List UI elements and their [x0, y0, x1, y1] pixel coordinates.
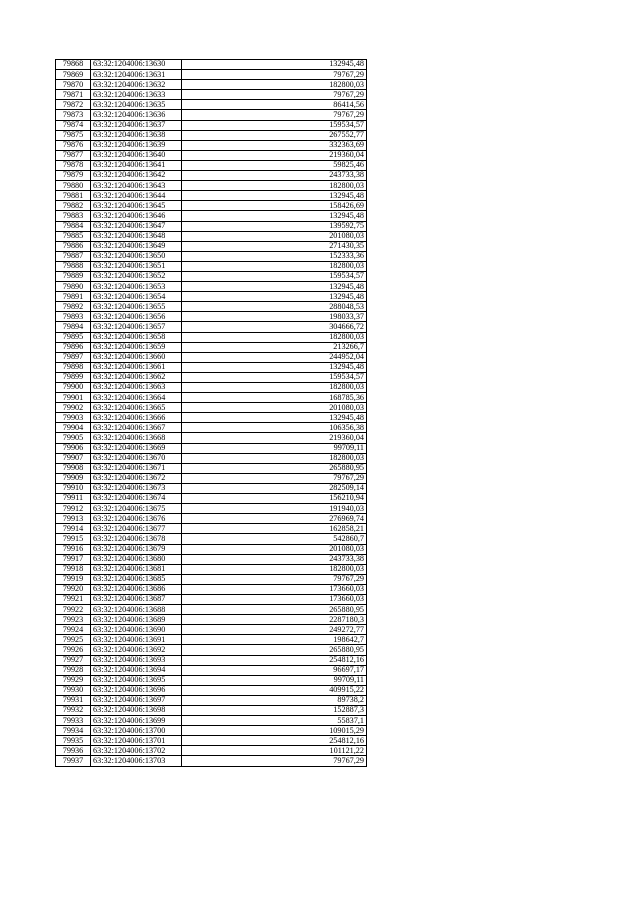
- row-number-cell: 79878: [56, 160, 91, 170]
- cadastral-value-cell: 109015,29: [182, 726, 367, 736]
- cadastral-number-cell: 63:32:1204006:13695: [91, 675, 182, 685]
- cadastral-number-cell: 63:32:1204006:13656: [91, 312, 182, 322]
- cadastral-value-cell: 276969,74: [182, 514, 367, 524]
- cadastral-number-cell: 63:32:1204006:13652: [91, 271, 182, 281]
- row-number-cell: 79906: [56, 443, 91, 453]
- table-row: [56, 554, 367, 564]
- cadastral-number-cell: 63:32:1204006:13646: [91, 211, 182, 221]
- cadastral-number-cell: 63:32:1204006:13633: [91, 90, 182, 100]
- table-row: [56, 120, 367, 130]
- cadastral-value-cell: 198642,7: [182, 635, 367, 645]
- table-row: [56, 110, 367, 120]
- cadastral-value-cell: 79767,29: [182, 70, 367, 80]
- row-number-cell: 79914: [56, 524, 91, 534]
- table-row: [56, 221, 367, 231]
- cadastral-value-cell: 132945,48: [182, 362, 367, 372]
- cadastral-value-cell: 79767,29: [182, 473, 367, 483]
- cadastral-number-cell: 63:32:1204006:13672: [91, 473, 182, 483]
- cadastral-number-cell: 63:32:1204006:13663: [91, 383, 182, 393]
- table-row: [56, 615, 367, 625]
- row-number-cell: 79886: [56, 241, 91, 251]
- table-row: [56, 241, 367, 251]
- row-number-cell: 79905: [56, 433, 91, 443]
- row-number-cell: 79903: [56, 413, 91, 423]
- row-number-cell: 79894: [56, 322, 91, 332]
- row-number-cell: 79888: [56, 261, 91, 271]
- table-row: [56, 463, 367, 473]
- cadastral-value-cell: 542860,7: [182, 534, 367, 544]
- row-number-cell: 79933: [56, 716, 91, 726]
- table-row: [56, 393, 367, 403]
- cadastral-value-cell: 162858,21: [182, 524, 367, 534]
- cadastral-value-cell: 152887,3: [182, 706, 367, 716]
- table-row: [56, 342, 367, 352]
- row-number-cell: 79889: [56, 271, 91, 281]
- table-row: [56, 625, 367, 635]
- cadastral-value-cell: 409915,22: [182, 685, 367, 695]
- cadastral-value-cell: 304666,72: [182, 322, 367, 332]
- row-number-cell: 79882: [56, 201, 91, 211]
- table-row: [56, 292, 367, 302]
- cadastral-value-cell: 2287180,3: [182, 615, 367, 625]
- cadastral-value-cell: 55837,1: [182, 716, 367, 726]
- cadastral-value-cell: 182800,03: [182, 80, 367, 90]
- cadastral-number-cell: 63:32:1204006:13662: [91, 372, 182, 382]
- row-number-cell: 79923: [56, 615, 91, 625]
- cadastral-number-cell: 63:32:1204006:13666: [91, 413, 182, 423]
- row-number-cell: 79916: [56, 544, 91, 554]
- table-row: [56, 695, 367, 705]
- cadastral-value-cell: 249272,77: [182, 625, 367, 635]
- cadastral-value-cell: 182800,03: [182, 181, 367, 191]
- cadastral-value-cell: 132945,48: [182, 282, 367, 292]
- table-row: [56, 282, 367, 292]
- cadastral-number-cell: 63:32:1204006:13699: [91, 716, 182, 726]
- row-number-cell: 79875: [56, 130, 91, 140]
- row-number-cell: 79901: [56, 393, 91, 403]
- cadastral-number-cell: 63:32:1204006:13694: [91, 665, 182, 675]
- row-number-cell: 79932: [56, 706, 91, 716]
- table-row: [56, 635, 367, 645]
- table-row: [56, 665, 367, 675]
- cadastral-number-cell: 63:32:1204006:13632: [91, 80, 182, 90]
- cadastral-number-cell: 63:32:1204006:13670: [91, 453, 182, 463]
- cadastral-number-cell: 63:32:1204006:13659: [91, 342, 182, 352]
- cadastral-number-cell: 63:32:1204006:13678: [91, 534, 182, 544]
- cadastral-value-cell: 201080,03: [182, 544, 367, 554]
- row-number-cell: 79907: [56, 453, 91, 463]
- cadastral-value-cell: 254812,16: [182, 655, 367, 665]
- cadastral-value-cell: 132945,48: [182, 413, 367, 423]
- row-number-cell: 79868: [56, 60, 91, 70]
- row-number-cell: 79897: [56, 352, 91, 362]
- cadastral-value-cell: 201080,03: [182, 231, 367, 241]
- row-number-cell: 79935: [56, 736, 91, 746]
- cadastral-value-cell: 132945,48: [182, 191, 367, 201]
- table-row: [56, 685, 367, 695]
- table-row: [56, 150, 367, 160]
- table-row: [56, 423, 367, 433]
- table-row: [56, 726, 367, 736]
- table-row: [56, 332, 367, 342]
- row-number-cell: 79910: [56, 483, 91, 493]
- cadastral-value-cell: 159534,57: [182, 120, 367, 130]
- row-number-cell: 79885: [56, 231, 91, 241]
- row-number-cell: 79921: [56, 594, 91, 604]
- cadastral-value-cell: 219360,04: [182, 150, 367, 160]
- cadastral-value-cell: 86414,56: [182, 100, 367, 110]
- table-row: [56, 594, 367, 604]
- cadastral-value-cell: 267552,77: [182, 130, 367, 140]
- cadastral-number-cell: 63:32:1204006:13680: [91, 554, 182, 564]
- cadastral-number-cell: 63:32:1204006:13637: [91, 120, 182, 130]
- row-number-cell: 79909: [56, 473, 91, 483]
- table-row: [56, 433, 367, 443]
- cadastral-number-cell: 63:32:1204006:13651: [91, 261, 182, 271]
- row-number-cell: 79890: [56, 282, 91, 292]
- cadastral-number-cell: 63:32:1204006:13696: [91, 685, 182, 695]
- table-row: [56, 352, 367, 362]
- table-row: [56, 140, 367, 150]
- cadastral-number-cell: 63:32:1204006:13639: [91, 140, 182, 150]
- cadastral-number-cell: 63:32:1204006:13645: [91, 201, 182, 211]
- cadastral-number-cell: 63:32:1204006:13636: [91, 110, 182, 120]
- cadastral-value-cell: 182800,03: [182, 261, 367, 271]
- table-row: [56, 231, 367, 241]
- row-number-cell: 79937: [56, 756, 91, 766]
- cadastral-value-cell: 168785,36: [182, 393, 367, 403]
- cadastral-number-cell: 63:32:1204006:13701: [91, 736, 182, 746]
- row-number-cell: 79904: [56, 423, 91, 433]
- cadastral-number-cell: 63:32:1204006:13638: [91, 130, 182, 140]
- cadastral-number-cell: 63:32:1204006:13688: [91, 605, 182, 615]
- table-row: [56, 60, 367, 70]
- row-number-cell: 79919: [56, 574, 91, 584]
- row-number-cell: 79924: [56, 625, 91, 635]
- row-number-cell: 79920: [56, 584, 91, 594]
- cadastral-number-cell: 63:32:1204006:13642: [91, 171, 182, 181]
- cadastral-value-cell: 265880,95: [182, 645, 367, 655]
- cadastral-number-cell: 63:32:1204006:13681: [91, 564, 182, 574]
- cadastral-value-cell: 79767,29: [182, 90, 367, 100]
- row-number-cell: 79869: [56, 70, 91, 80]
- table-row: [56, 362, 367, 372]
- row-number-cell: 79913: [56, 514, 91, 524]
- table-row: [56, 706, 367, 716]
- table-row: [56, 574, 367, 584]
- cadastral-value-cell: 156210,94: [182, 494, 367, 504]
- cadastral-value-cell: 132945,48: [182, 292, 367, 302]
- row-number-cell: 79917: [56, 554, 91, 564]
- table-row: [56, 645, 367, 655]
- row-number-cell: 79925: [56, 635, 91, 645]
- table-row: [56, 514, 367, 524]
- table-row: [56, 80, 367, 90]
- row-number-cell: 79900: [56, 383, 91, 393]
- cadastral-number-cell: 63:32:1204006:13689: [91, 615, 182, 625]
- table-row: [56, 746, 367, 756]
- row-number-cell: 79896: [56, 342, 91, 352]
- cadastral-value-cell: 59825,46: [182, 160, 367, 170]
- table-row: [56, 544, 367, 554]
- row-number-cell: 79912: [56, 504, 91, 514]
- table-row: [56, 100, 367, 110]
- table-row: [56, 271, 367, 281]
- table-row: [56, 564, 367, 574]
- cadastral-value-cell: 139592,75: [182, 221, 367, 231]
- cadastral-number-cell: 63:32:1204006:13702: [91, 746, 182, 756]
- cadastral-number-cell: 63:32:1204006:13647: [91, 221, 182, 231]
- cadastral-number-cell: 63:32:1204006:13673: [91, 483, 182, 493]
- row-number-cell: 79870: [56, 80, 91, 90]
- table-row: [56, 403, 367, 413]
- cadastral-number-cell: 63:32:1204006:13697: [91, 695, 182, 705]
- row-number-cell: 79902: [56, 403, 91, 413]
- table-row: [56, 655, 367, 665]
- row-number-cell: 79877: [56, 150, 91, 160]
- table-row: [56, 90, 367, 100]
- cadastral-value-cell: 89738,2: [182, 695, 367, 705]
- row-number-cell: 79881: [56, 191, 91, 201]
- cadastral-number-cell: 63:32:1204006:13665: [91, 403, 182, 413]
- cadastral-value-cell: 265880,95: [182, 463, 367, 473]
- row-number-cell: 79873: [56, 110, 91, 120]
- row-number-cell: 79928: [56, 665, 91, 675]
- table-row: [56, 201, 367, 211]
- cadastral-value-cell: 99709,11: [182, 675, 367, 685]
- row-number-cell: 79887: [56, 251, 91, 261]
- row-number-cell: 79871: [56, 90, 91, 100]
- cadastral-number-cell: 63:32:1204006:13650: [91, 251, 182, 261]
- cadastral-number-cell: 63:32:1204006:13655: [91, 302, 182, 312]
- row-number-cell: 79891: [56, 292, 91, 302]
- cadastral-value-cell: 198033,37: [182, 312, 367, 322]
- cadastral-value-cell: 159534,57: [182, 271, 367, 281]
- table-row: [56, 383, 367, 393]
- table-row: [56, 70, 367, 80]
- cadastral-value-cell: 182800,03: [182, 564, 367, 574]
- cadastral-number-cell: 63:32:1204006:13630: [91, 60, 182, 70]
- cadastral-value-cell: 244952,04: [182, 352, 367, 362]
- cadastral-number-cell: 63:32:1204006:13648: [91, 231, 182, 241]
- cadastral-number-cell: 63:32:1204006:13668: [91, 433, 182, 443]
- cadastral-value-cell: 99709,11: [182, 443, 367, 453]
- cadastral-value-cell: 288048,53: [182, 302, 367, 312]
- cadastral-value-cell: 132945,48: [182, 60, 367, 70]
- cadastral-number-cell: 63:32:1204006:13649: [91, 241, 182, 251]
- table-row: [56, 251, 367, 261]
- row-number-cell: 79876: [56, 140, 91, 150]
- row-number-cell: 79929: [56, 675, 91, 685]
- cadastral-number-cell: 63:32:1204006:13692: [91, 645, 182, 655]
- cadastral-number-cell: 63:32:1204006:13654: [91, 292, 182, 302]
- table-row: [56, 181, 367, 191]
- table-row: [56, 211, 367, 221]
- row-number-cell: 79930: [56, 685, 91, 695]
- cadastral-number-cell: 63:32:1204006:13677: [91, 524, 182, 534]
- row-number-cell: 79936: [56, 746, 91, 756]
- table-row: [56, 322, 367, 332]
- cadastral-number-cell: 63:32:1204006:13700: [91, 726, 182, 736]
- table-row: [56, 524, 367, 534]
- cadastral-value-cell: 213266,7: [182, 342, 367, 352]
- cadastral-number-cell: 63:32:1204006:13671: [91, 463, 182, 473]
- cadastral-number-cell: 63:32:1204006:13660: [91, 352, 182, 362]
- cadastral-value-cell: 254812,16: [182, 736, 367, 746]
- cadastral-number-cell: 63:32:1204006:13661: [91, 362, 182, 372]
- table-row: [56, 473, 367, 483]
- cadastral-value-table: [55, 59, 367, 767]
- cadastral-value-cell: 173660,03: [182, 594, 367, 604]
- table-row: [56, 302, 367, 312]
- table-row: [56, 160, 367, 170]
- table-row: [56, 413, 367, 423]
- table-row: [56, 483, 367, 493]
- cadastral-number-cell: 63:32:1204006:13686: [91, 584, 182, 594]
- cadastral-value-cell: 159534,57: [182, 372, 367, 382]
- cadastral-number-cell: 63:32:1204006:13703: [91, 756, 182, 766]
- cadastral-value-cell: 243733,38: [182, 554, 367, 564]
- cadastral-value-cell: 243733,38: [182, 171, 367, 181]
- cadastral-value-cell: 173660,03: [182, 584, 367, 594]
- cadastral-number-cell: 63:32:1204006:13644: [91, 191, 182, 201]
- cadastral-value-cell: 158426,69: [182, 201, 367, 211]
- row-number-cell: 79926: [56, 645, 91, 655]
- table-row: [56, 443, 367, 453]
- cadastral-number-cell: 63:32:1204006:13675: [91, 504, 182, 514]
- cadastral-value-cell: 332363,69: [182, 140, 367, 150]
- row-number-cell: 79927: [56, 655, 91, 665]
- table-row: [56, 716, 367, 726]
- table-row: [56, 605, 367, 615]
- row-number-cell: 79915: [56, 534, 91, 544]
- row-number-cell: 79895: [56, 332, 91, 342]
- cadastral-number-cell: 63:32:1204006:13640: [91, 150, 182, 160]
- table-row: [56, 130, 367, 140]
- table-row: [56, 261, 367, 271]
- cadastral-value-cell: 201080,03: [182, 403, 367, 413]
- row-number-cell: 79872: [56, 100, 91, 110]
- cadastral-value-cell: 101121,22: [182, 746, 367, 756]
- cadastral-value-cell: 96697,17: [182, 665, 367, 675]
- row-number-cell: 79934: [56, 726, 91, 736]
- table-row: [56, 372, 367, 382]
- cadastral-value-cell: 182800,03: [182, 453, 367, 463]
- cadastral-value-cell: 282509,14: [182, 483, 367, 493]
- cadastral-number-cell: 63:32:1204006:13691: [91, 635, 182, 645]
- row-number-cell: 79893: [56, 312, 91, 322]
- cadastral-value-cell: 265880,95: [182, 605, 367, 615]
- cadastral-number-cell: 63:32:1204006:13674: [91, 494, 182, 504]
- row-number-cell: 79880: [56, 181, 91, 191]
- cadastral-value-cell: 219360,04: [182, 433, 367, 443]
- row-number-cell: 79918: [56, 564, 91, 574]
- row-number-cell: 79892: [56, 302, 91, 312]
- table-row: [56, 736, 367, 746]
- table-row: [56, 756, 367, 766]
- cadastral-number-cell: 63:32:1204006:13687: [91, 594, 182, 604]
- cadastral-value-cell: 79767,29: [182, 574, 367, 584]
- row-number-cell: 79898: [56, 362, 91, 372]
- row-number-cell: 79899: [56, 372, 91, 382]
- cadastral-value-cell: 152333,36: [182, 251, 367, 261]
- cadastral-number-cell: 63:32:1204006:13679: [91, 544, 182, 554]
- row-number-cell: 79884: [56, 221, 91, 231]
- cadastral-number-cell: 63:32:1204006:13635: [91, 100, 182, 110]
- cadastral-number-cell: 63:32:1204006:13657: [91, 322, 182, 332]
- cadastral-number-cell: 63:32:1204006:13658: [91, 332, 182, 342]
- cadastral-number-cell: 63:32:1204006:13690: [91, 625, 182, 635]
- cadastral-value-cell: 191940,03: [182, 504, 367, 514]
- table-row: [56, 191, 367, 201]
- cadastral-value-cell: 182800,03: [182, 332, 367, 342]
- cadastral-value-cell: 182800,03: [182, 383, 367, 393]
- row-number-cell: 79879: [56, 171, 91, 181]
- table-row: [56, 534, 367, 544]
- table-row: [56, 675, 367, 685]
- table-body: [56, 60, 367, 767]
- cadastral-number-cell: 63:32:1204006:13664: [91, 393, 182, 403]
- cadastral-number-cell: 63:32:1204006:13653: [91, 282, 182, 292]
- row-number-cell: 79911: [56, 494, 91, 504]
- row-number-cell: 79883: [56, 211, 91, 221]
- cadastral-number-cell: 63:32:1204006:13643: [91, 181, 182, 191]
- cadastral-value-cell: 132945,48: [182, 211, 367, 221]
- cadastral-value-cell: 106356,38: [182, 423, 367, 433]
- cadastral-value-cell: 79767,29: [182, 110, 367, 120]
- row-number-cell: 79922: [56, 605, 91, 615]
- cadastral-value-cell: 271430,35: [182, 241, 367, 251]
- table-row: [56, 494, 367, 504]
- cadastral-number-cell: 63:32:1204006:13676: [91, 514, 182, 524]
- cadastral-value-cell: 79767,29: [182, 756, 367, 766]
- cadastral-number-cell: 63:32:1204006:13685: [91, 574, 182, 584]
- table-row: [56, 504, 367, 514]
- table-row: [56, 171, 367, 181]
- cadastral-number-cell: 63:32:1204006:13667: [91, 423, 182, 433]
- cadastral-number-cell: 63:32:1204006:13693: [91, 655, 182, 665]
- row-number-cell: 79874: [56, 120, 91, 130]
- cadastral-number-cell: 63:32:1204006:13669: [91, 443, 182, 453]
- cadastral-number-cell: 63:32:1204006:13631: [91, 70, 182, 80]
- row-number-cell: 79931: [56, 695, 91, 705]
- cadastral-number-cell: 63:32:1204006:13698: [91, 706, 182, 716]
- table-row: [56, 453, 367, 463]
- table-row: [56, 584, 367, 594]
- cadastral-number-cell: 63:32:1204006:13641: [91, 160, 182, 170]
- row-number-cell: 79908: [56, 463, 91, 473]
- table-row: [56, 312, 367, 322]
